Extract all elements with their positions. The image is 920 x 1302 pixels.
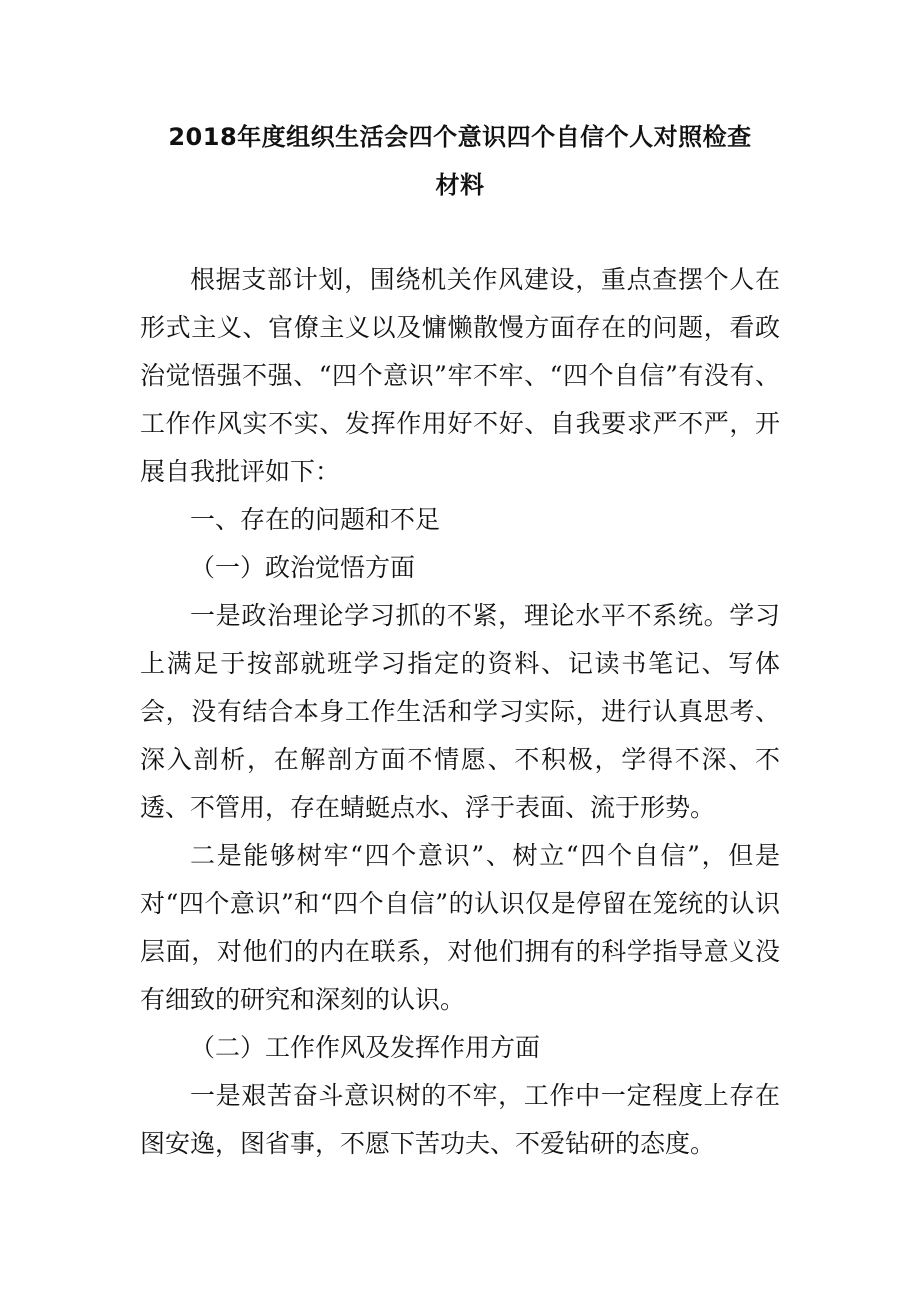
document-title-line1: 2018年度组织生活会四个意识四个自信个人对照检查 xyxy=(168,123,752,151)
subsection2-heading: （二）工作作风及发挥作用方面 xyxy=(190,1033,541,1062)
intro-paragraph: 根据支部计划，围绕机关作风建设，重点查摆个人在形式主义、官僚主义以及慵懒散慢方面存在的问题，看政治觉悟强不强、“四个意识”牢不牢、“四个自信”有没有、工作作风实不实、发挥作用好不好、自我要求严不严，开展自我批评如下： xyxy=(140,265,780,486)
subsection1-paragraph1: 一是政治理论学习抓的不紧，理论水平不系统。学习上满足于按部就班学习指定的资料、记读书笔记、写体会，没有结合本身工作生活和学习实际，进行认真思考、深入剖析，在解剖方面不情愿、不积极，学得不深、不透、不管用，存在蜻蜓点水、浮于表面、流于形势。 xyxy=(140,601,780,822)
subsection1-paragraph2: 二是能够树牢“四个意识”、树立“四个自信”，但是对“四个意识”和“四个自信”的认识仅是停留在笼统的认识层面，对他们的内在联系，对他们拥有的科学指导意义没有细致的研究和深刻的认识。 xyxy=(140,841,780,1014)
subsection1-heading: （一）政治觉悟方面 xyxy=(190,553,416,582)
document-body xyxy=(140,256,780,1168)
document-title-line2: 材料 xyxy=(435,171,485,199)
subsection2-paragraph1: 一是艰苦奋斗意识树的不牢，工作中一定程度上存在图安逸，图省事，不愿下苦功夫、不爱钻研的态度。 xyxy=(140,1081,780,1158)
section1-heading: 一、存在的问题和不足 xyxy=(190,505,441,534)
